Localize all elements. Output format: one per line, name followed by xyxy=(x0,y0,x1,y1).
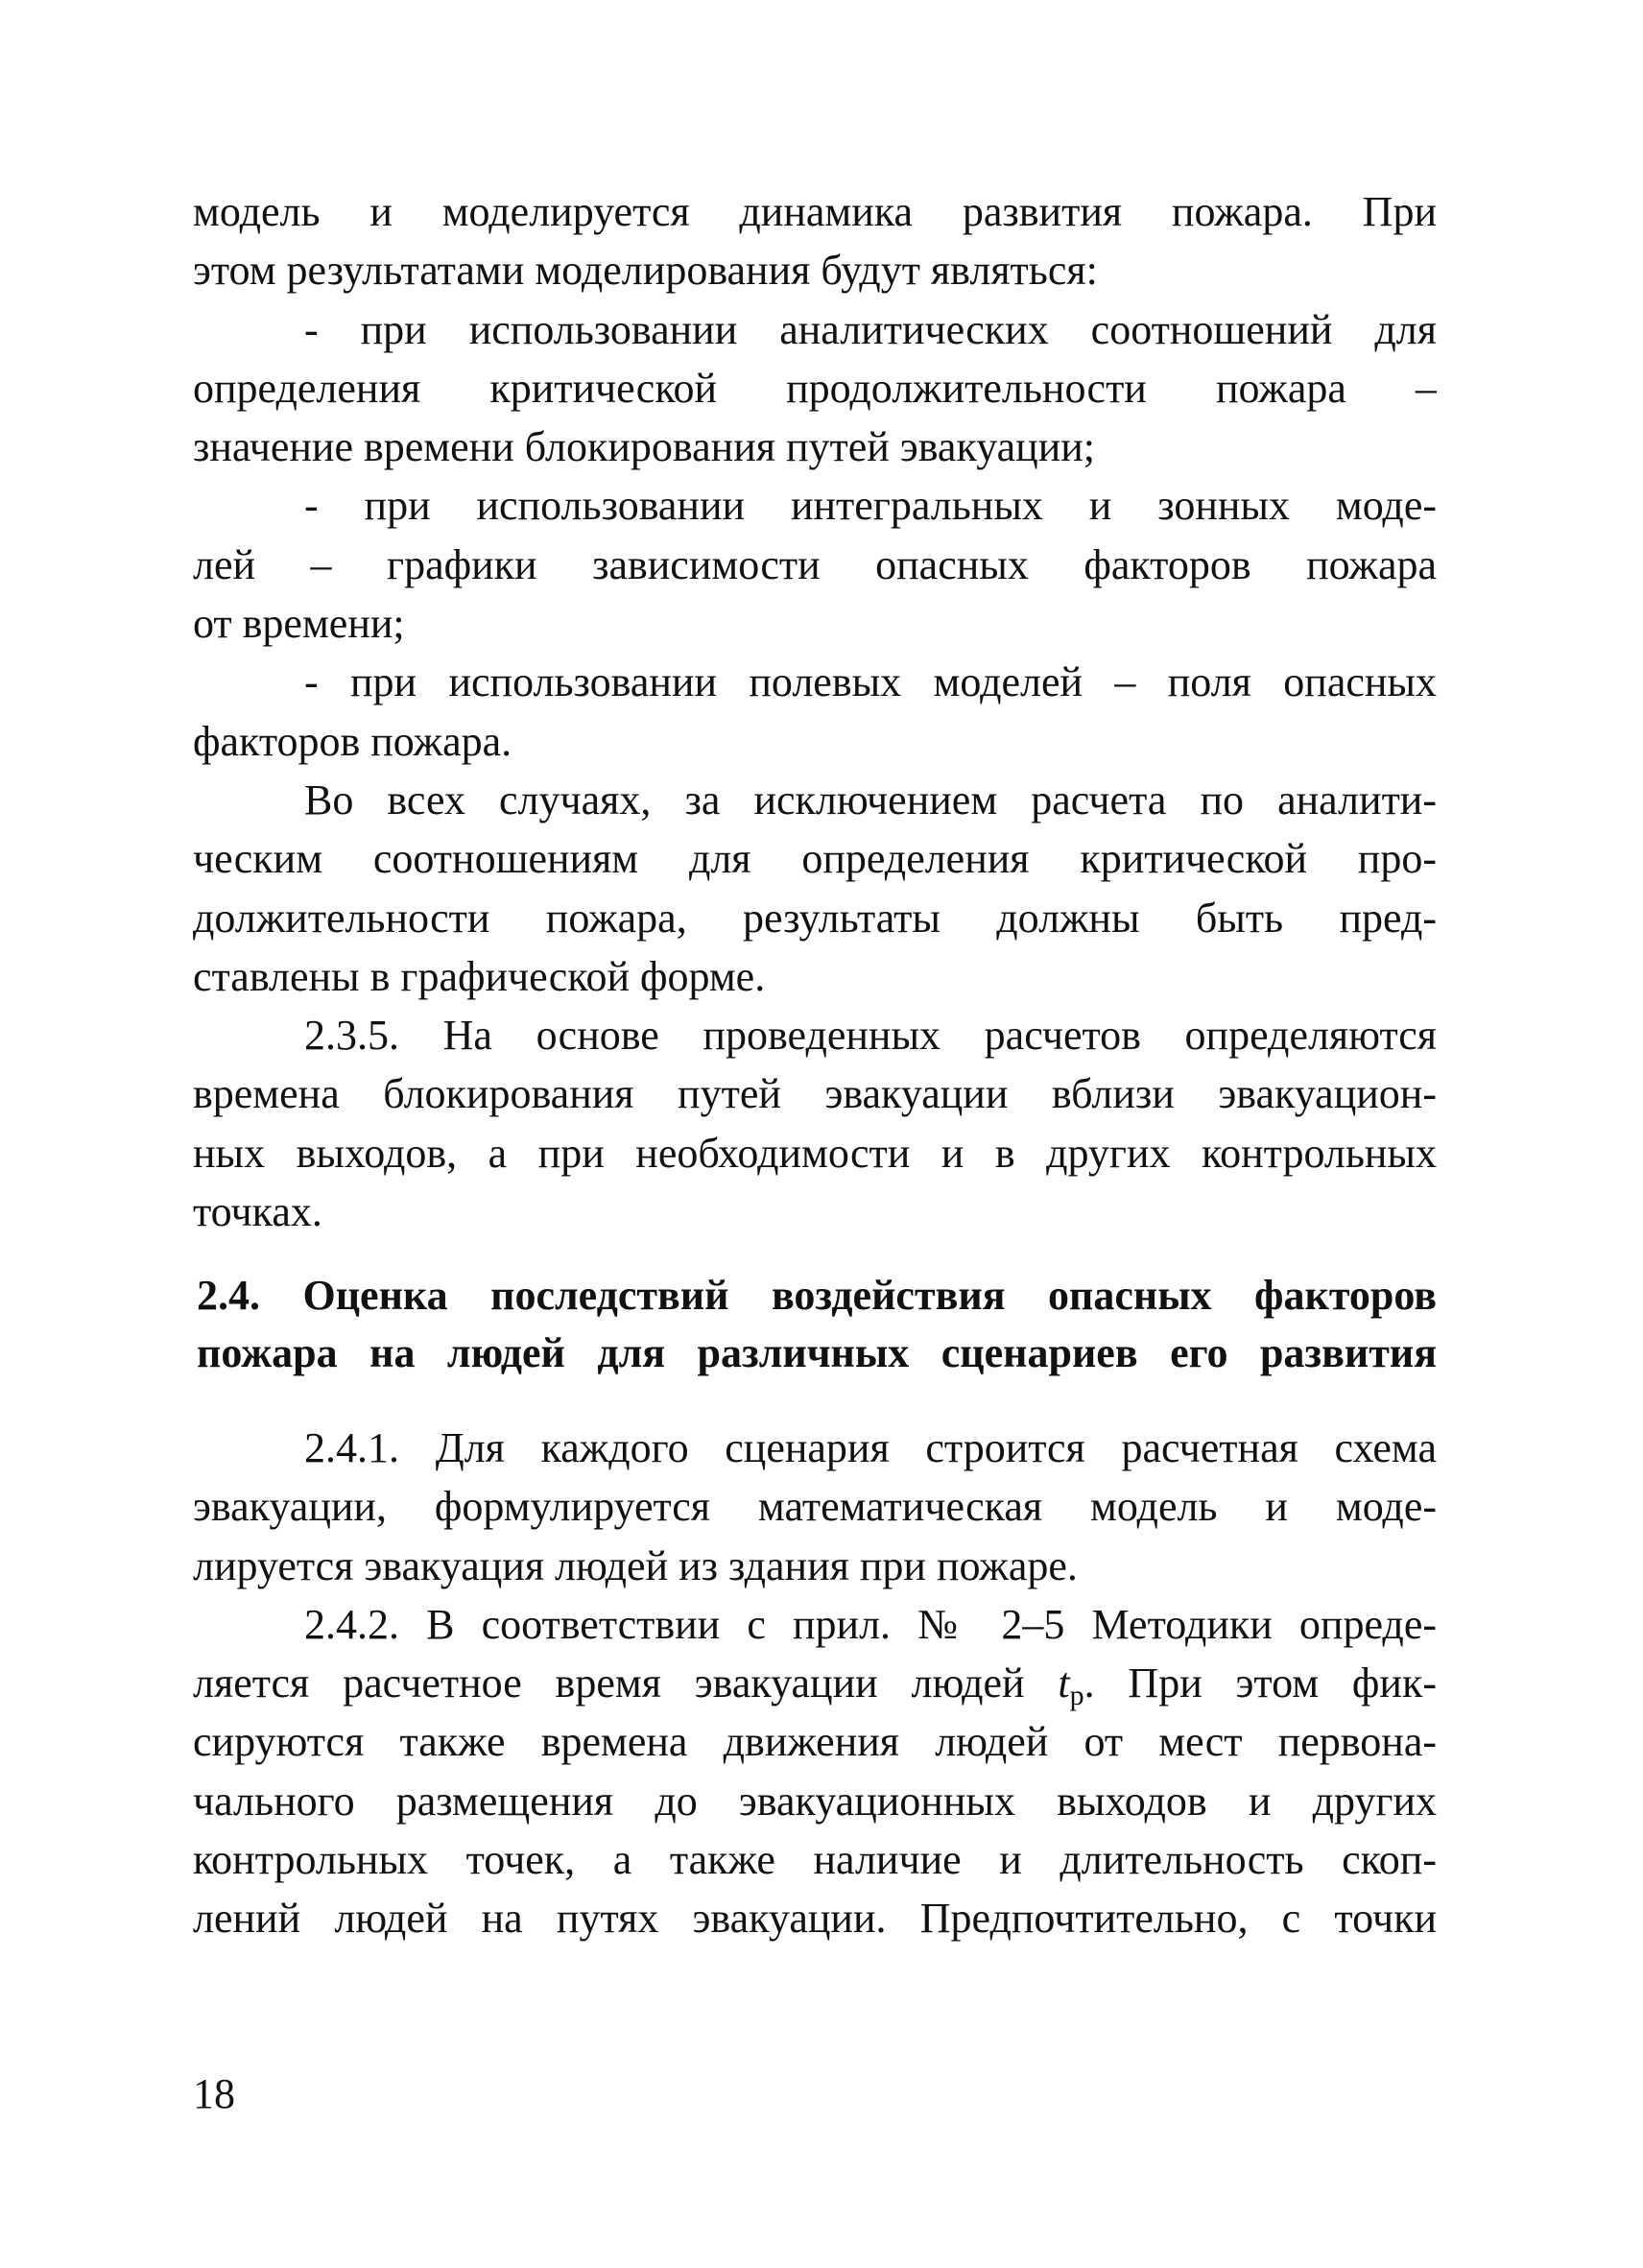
text-segment: ляется расчетное время эвакуации людей xyxy=(193,1659,1059,1707)
text-line: времена блокирования путей эвакуации вблизи эвакуацион- xyxy=(193,1070,1437,1118)
text-line: чального размещения до эвакуационных выходов и других xyxy=(193,1777,1437,1825)
text-line: лируется эвакуация людей из здания при пожаре. xyxy=(193,1541,1078,1589)
heading-line: пожара на людей для различных сценариев его развития xyxy=(197,1329,1437,1376)
heading-line: 2.4. Оценка последствий воздействия опасных факторов xyxy=(197,1272,1437,1319)
text-line: - при использовании полевых моделей – поля опасных xyxy=(304,658,1437,706)
text-line: ставлены в графической форме. xyxy=(193,952,766,1000)
text-line: ных выходов, а при необходимости и в других контрольных xyxy=(193,1129,1437,1177)
body-text-block-2 xyxy=(193,1419,1437,1948)
text-line: сируются также времена движения людей от мест первона- xyxy=(193,1718,1437,1766)
body-text-block-1 xyxy=(193,182,1437,1241)
text-line: контрольных точек, а также наличие и длительность скоп- xyxy=(193,1836,1437,1884)
text-line: значение времени блокирования путей эвакуации; xyxy=(193,423,1096,471)
text-line: от времени; xyxy=(193,600,405,648)
text-line: лений людей на путях эвакуации. Предпочтительно, с точки xyxy=(193,1895,1437,1943)
section-heading xyxy=(193,1267,1437,1382)
text-line: 2.3.5. На основе проведенных расчетов определяются xyxy=(304,1012,1437,1060)
formula-symbol: t xyxy=(1058,1659,1070,1707)
text-line: 2.4.2. В соответствии с прил. № 2–5 Методики опреде- xyxy=(304,1600,1437,1648)
text-line: должительности пожара, результаты должны быть пред- xyxy=(193,894,1437,942)
text-line-with-formula xyxy=(193,1654,1437,1712)
page-number: 18 xyxy=(193,2070,235,2117)
text-line: модель и моделируется динамика развития пожара. При xyxy=(193,188,1437,235)
formula-subscript: р xyxy=(1069,1680,1084,1712)
text-line: - при использовании интегральных и зонных моде- xyxy=(304,482,1437,530)
text-line: факторов пожара. xyxy=(193,717,512,765)
text-line: Во всех случаях, за исключением расчета по аналити- xyxy=(304,776,1437,824)
text-line: этом результатами моделирования будут являться: xyxy=(193,247,1098,295)
text-segment: . При этом фик- xyxy=(1083,1659,1437,1707)
text-line: точках. xyxy=(193,1188,322,1236)
text-line: - при использовании аналитических соотношений для xyxy=(304,305,1437,353)
text-line: определения критической продолжительности пожара – xyxy=(193,364,1437,412)
text-line: 2.4.1. Для каждого сценария строится расчетная схема xyxy=(304,1424,1437,1471)
text-line: лей – графики зависимости опасных факторов пожара xyxy=(193,540,1437,588)
text-line: ческим соотношениям для определения критической про- xyxy=(193,835,1437,883)
text-line: эвакуации, формулируется математическая модель и моде- xyxy=(193,1483,1437,1531)
